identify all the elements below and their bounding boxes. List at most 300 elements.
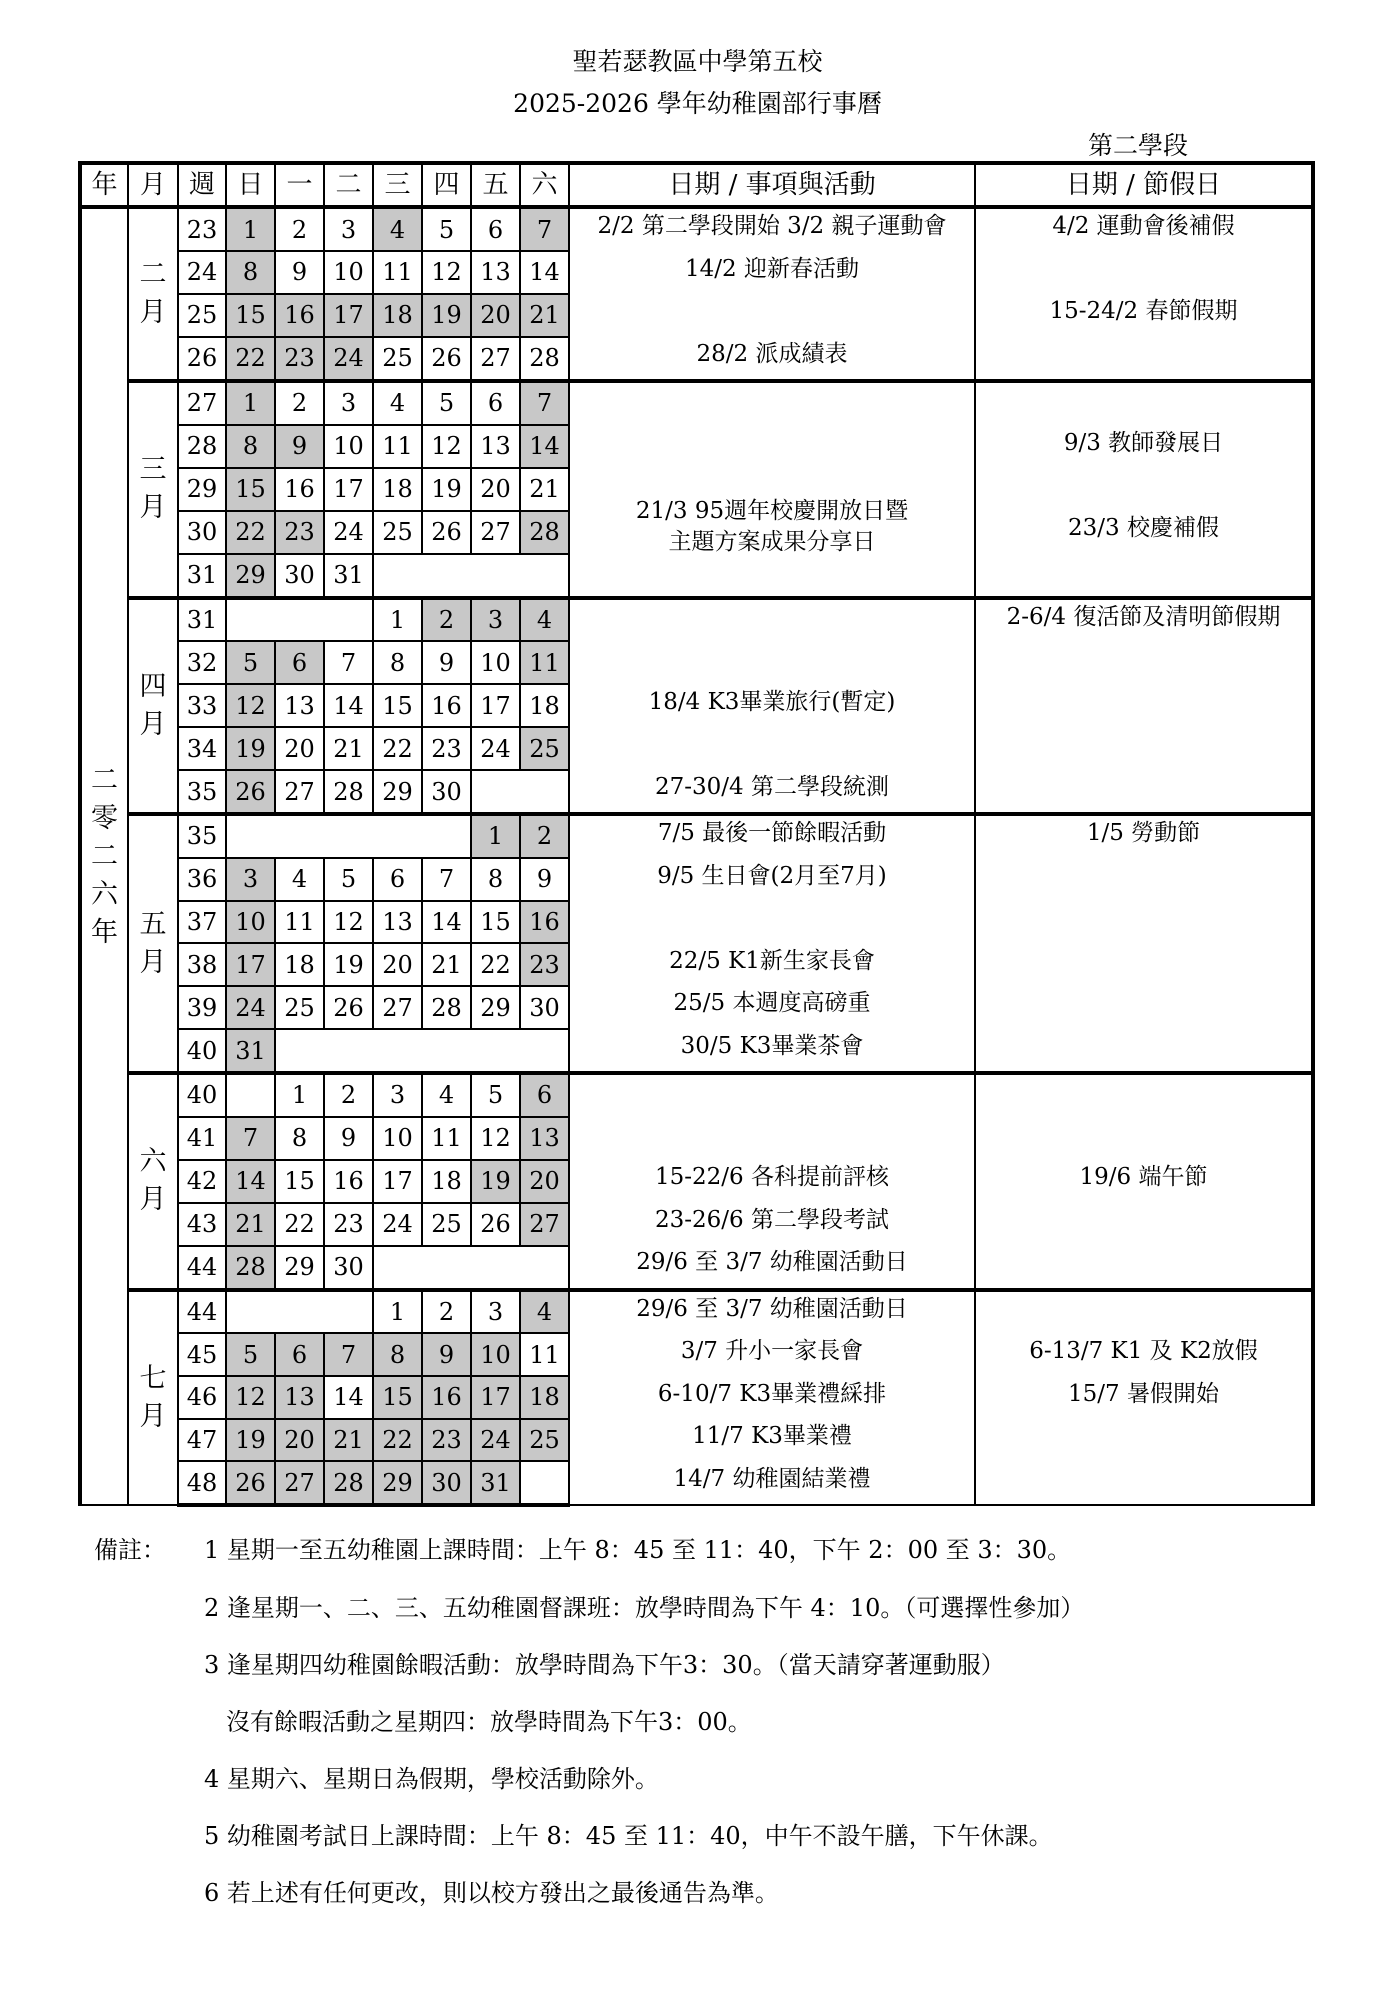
day-cell: 6 <box>471 207 520 251</box>
day-cell: 18 <box>373 294 422 337</box>
month-cell <box>128 598 178 815</box>
day-cell: 16 <box>422 684 471 727</box>
day-header: 四 <box>422 163 471 207</box>
day-cell: 30 <box>324 1246 373 1290</box>
week-row <box>80 598 1313 642</box>
day-cell: 9 <box>275 251 324 294</box>
event-text: 9/5 生日會(2月至7月) <box>657 862 887 889</box>
day-cell: 9 <box>275 425 324 468</box>
day-cell: 19 <box>422 468 471 511</box>
day-cell: 9 <box>520 858 569 901</box>
day-cell: 3 <box>226 858 275 901</box>
empty-day-cell <box>275 1029 569 1073</box>
day-cell: 16 <box>275 294 324 337</box>
day-cell: 24 <box>226 986 275 1029</box>
year-header: 年 <box>80 163 128 207</box>
day-cell: 31 <box>324 554 373 598</box>
week-number: 38 <box>178 943 226 986</box>
events-cell <box>569 814 975 1073</box>
month-label: 五月 <box>139 908 167 978</box>
day-cell: 13 <box>520 1117 569 1160</box>
day-cell: 30 <box>520 986 569 1029</box>
day-cell: 27 <box>275 770 324 814</box>
day-cell: 14 <box>520 251 569 294</box>
event-text: 21/3 95週年校慶開放日暨 <box>635 497 909 524</box>
empty-day-cell <box>226 1073 275 1117</box>
empty-day-cell <box>226 1290 373 1334</box>
week-number: 28 <box>178 425 226 468</box>
day-cell: 4 <box>275 858 324 901</box>
holiday-text: 6-13/7 K1 及 K2放假 <box>1029 1338 1258 1364</box>
holidays-cell <box>975 598 1313 815</box>
year-cell <box>80 207 128 1505</box>
week-number: 46 <box>178 1376 226 1419</box>
week-number: 45 <box>178 1333 226 1376</box>
day-cell: 30 <box>275 554 324 598</box>
day-cell: 6 <box>275 1333 324 1376</box>
note-item: 6 若上述有任何更改，則以校方發出之最後通告為準。 <box>204 1879 779 1907</box>
events-cell <box>569 598 975 815</box>
day-cell: 6 <box>373 858 422 901</box>
day-cell: 27 <box>373 986 422 1029</box>
note-item: 沒有餘暇活動之星期四：放學時間為下午3：00。 <box>226 1708 752 1736</box>
day-cell: 1 <box>226 381 275 425</box>
holidays-cell <box>975 1073 1313 1290</box>
holiday-text: 15/7 暑假開始 <box>1068 1380 1219 1407</box>
day-cell: 26 <box>324 986 373 1029</box>
day-cell: 14 <box>422 901 471 944</box>
event-text: 2/2 第二學段開始 3/2 親子運動會 <box>597 213 947 239</box>
week-number: 47 <box>178 1419 226 1462</box>
event-text: 18/4 K3畢業旅行(暫定) <box>648 688 896 715</box>
month-label: 六月 <box>139 1146 167 1216</box>
day-cell: 29 <box>373 1461 422 1505</box>
year-label: 二零二六年 <box>91 764 118 948</box>
day-cell: 25 <box>373 511 422 554</box>
day-cell: 1 <box>373 1290 422 1334</box>
day-cell: 31 <box>471 1461 520 1505</box>
month-label: 二月 <box>139 259 167 328</box>
day-cell: 7 <box>226 1117 275 1160</box>
day-cell: 5 <box>422 381 471 425</box>
day-cell: 2 <box>275 381 324 425</box>
day-cell: 11 <box>373 251 422 294</box>
day-cell: 23 <box>422 1419 471 1462</box>
day-cell: 8 <box>226 425 275 468</box>
day-cell: 15 <box>275 1160 324 1203</box>
month-header: 月 <box>128 163 178 207</box>
week-number: 41 <box>178 1117 226 1160</box>
event-text: 27-30/4 第二學段統測 <box>655 773 889 800</box>
day-cell: 4 <box>422 1073 471 1117</box>
day-cell: 23 <box>422 727 471 770</box>
day-cell: 20 <box>471 468 520 511</box>
week-number: 26 <box>178 337 226 381</box>
day-cell: 7 <box>520 381 569 425</box>
day-cell: 13 <box>275 1376 324 1419</box>
day-cell: 3 <box>324 381 373 425</box>
day-cell: 12 <box>422 425 471 468</box>
week-number: 44 <box>178 1290 226 1334</box>
day-cell: 7 <box>324 641 373 684</box>
week-row <box>80 1073 1313 1117</box>
month-cell <box>128 814 178 1073</box>
day-cell: 6 <box>275 641 324 684</box>
day-cell: 10 <box>324 251 373 294</box>
day-cell: 26 <box>471 1203 520 1246</box>
day-cell: 25 <box>373 337 422 381</box>
day-cell: 2 <box>324 1073 373 1117</box>
day-cell: 7 <box>422 858 471 901</box>
day-cell: 11 <box>422 1117 471 1160</box>
day-cell: 21 <box>324 727 373 770</box>
day-cell: 14 <box>520 425 569 468</box>
week-number: 43 <box>178 1203 226 1246</box>
day-cell: 30 <box>422 1461 471 1505</box>
day-cell: 18 <box>520 1376 569 1419</box>
day-cell: 22 <box>275 1203 324 1246</box>
day-header: 一 <box>275 163 324 207</box>
day-cell: 15 <box>226 294 275 337</box>
holiday-text: 19/6 端午節 <box>1079 1164 1208 1190</box>
week-number: 37 <box>178 901 226 944</box>
note-item: 4 星期六、星期日為假期，學校活動除外。 <box>204 1765 659 1793</box>
day-cell: 20 <box>275 727 324 770</box>
day-cell: 21 <box>324 1419 373 1462</box>
day-cell: 28 <box>520 337 569 381</box>
day-cell: 22 <box>226 337 275 381</box>
month-cell <box>128 1073 178 1290</box>
day-cell: 8 <box>275 1117 324 1160</box>
school-name: 聖若瑟教區中學第五校 <box>572 47 823 76</box>
day-header: 二 <box>324 163 373 207</box>
day-cell: 21 <box>520 294 569 337</box>
day-cell: 6 <box>520 1073 569 1117</box>
day-cell: 19 <box>226 1419 275 1462</box>
day-cell: 31 <box>226 1029 275 1073</box>
day-cell: 23 <box>275 511 324 554</box>
day-cell: 13 <box>275 684 324 727</box>
day-cell: 2 <box>422 1290 471 1334</box>
day-cell: 28 <box>226 1246 275 1290</box>
day-cell: 25 <box>422 1203 471 1246</box>
day-cell: 12 <box>422 251 471 294</box>
day-cell: 28 <box>520 511 569 554</box>
day-cell: 14 <box>324 684 373 727</box>
day-cell: 23 <box>275 337 324 381</box>
day-cell: 27 <box>471 337 520 381</box>
week-row <box>80 814 1313 858</box>
day-cell: 10 <box>373 1117 422 1160</box>
day-cell: 16 <box>520 901 569 944</box>
holidays-cell <box>975 1290 1313 1506</box>
week-number: 25 <box>178 294 226 337</box>
day-cell: 1 <box>373 598 422 642</box>
day-cell: 24 <box>471 1419 520 1462</box>
event-text: 7/5 最後一節餘暇活動 <box>657 820 887 846</box>
day-cell: 4 <box>373 207 422 251</box>
day-cell: 8 <box>471 858 520 901</box>
day-cell: 22 <box>373 727 422 770</box>
day-cell: 15 <box>471 901 520 944</box>
event-text: 主題方案成果分享日 <box>668 529 876 556</box>
day-cell: 19 <box>324 943 373 986</box>
note-item: 1 星期一至五幼稚園上課時間：上午 8：45 至 11：40，下午 2：00 至 3：30。 <box>204 1536 1072 1564</box>
day-cell: 22 <box>471 943 520 986</box>
day-cell: 5 <box>422 207 471 251</box>
day-cell: 20 <box>275 1419 324 1462</box>
day-cell: 2 <box>520 814 569 858</box>
day-cell: 1 <box>226 207 275 251</box>
day-cell: 10 <box>226 901 275 944</box>
day-cell: 13 <box>471 251 520 294</box>
day-cell: 17 <box>471 684 520 727</box>
day-header: 六 <box>520 163 569 207</box>
day-cell: 16 <box>324 1160 373 1203</box>
event-text: 30/5 K3畢業茶會 <box>680 1032 864 1059</box>
week-number: 42 <box>178 1160 226 1203</box>
day-cell: 8 <box>373 641 422 684</box>
week-number: 40 <box>178 1073 226 1117</box>
day-cell: 10 <box>471 1333 520 1376</box>
day-cell: 28 <box>422 986 471 1029</box>
holiday-text: 23/3 校慶補假 <box>1068 514 1219 541</box>
day-cell: 20 <box>520 1160 569 1203</box>
day-cell: 14 <box>226 1160 275 1203</box>
day-cell: 18 <box>275 943 324 986</box>
day-cell: 6 <box>471 381 520 425</box>
events-cell <box>569 381 975 598</box>
week-number: 39 <box>178 986 226 1029</box>
header-row <box>80 163 1313 207</box>
day-cell: 2 <box>275 207 324 251</box>
day-cell: 10 <box>471 641 520 684</box>
day-cell: 25 <box>275 986 324 1029</box>
day-cell: 29 <box>275 1246 324 1290</box>
month-cell <box>128 381 178 598</box>
day-cell: 7 <box>520 207 569 251</box>
day-cell: 3 <box>471 598 520 642</box>
day-cell: 24 <box>471 727 520 770</box>
day-cell: 11 <box>520 1333 569 1376</box>
holidays-header: 日期 / 節假日 <box>975 163 1313 207</box>
empty-day-cell <box>373 1246 569 1290</box>
note-item: 3 逢星期四幼稚園餘暇活動：放學時間為下午3：30。（當天請穿著運動服） <box>204 1651 1005 1679</box>
month-cell <box>128 1290 178 1506</box>
events-cell <box>569 1290 975 1506</box>
holiday-text: 1/5 勞動節 <box>1086 820 1201 846</box>
day-cell: 5 <box>226 641 275 684</box>
day-cell: 20 <box>471 294 520 337</box>
day-cell: 5 <box>471 1073 520 1117</box>
day-cell: 13 <box>373 901 422 944</box>
day-cell: 17 <box>226 943 275 986</box>
empty-day-cell <box>520 1461 569 1505</box>
week-header: 週 <box>178 163 226 207</box>
events-header: 日期 / 事項與活動 <box>569 163 975 207</box>
day-cell: 27 <box>520 1203 569 1246</box>
day-cell: 1 <box>471 814 520 858</box>
week-number: 40 <box>178 1029 226 1073</box>
day-cell: 5 <box>324 858 373 901</box>
day-cell: 25 <box>520 727 569 770</box>
day-header: 五 <box>471 163 520 207</box>
empty-day-cell <box>226 598 373 642</box>
day-cell: 8 <box>226 251 275 294</box>
week-row <box>80 1290 1313 1334</box>
week-number: 34 <box>178 727 226 770</box>
day-cell: 22 <box>226 511 275 554</box>
day-cell: 17 <box>324 294 373 337</box>
week-number: 35 <box>178 814 226 858</box>
day-cell: 24 <box>324 337 373 381</box>
day-cell: 18 <box>520 684 569 727</box>
holidays-cell <box>975 207 1313 381</box>
day-cell: 16 <box>275 468 324 511</box>
day-cell: 26 <box>226 1461 275 1505</box>
day-cell: 29 <box>471 986 520 1029</box>
notes-label: 備註： <box>94 1536 166 1564</box>
day-cell: 19 <box>422 294 471 337</box>
day-cell: 30 <box>422 770 471 814</box>
empty-day-cell <box>226 814 471 858</box>
month-cell <box>128 207 178 381</box>
day-cell: 16 <box>422 1376 471 1419</box>
week-number: 36 <box>178 858 226 901</box>
week-number: 31 <box>178 554 226 598</box>
holidays-cell <box>975 381 1313 598</box>
week-number: 23 <box>178 207 226 251</box>
week-number: 24 <box>178 251 226 294</box>
note-item: 5 幼稚園考試日上課時間：上午 8：45 至 11：40，中午不設午膳，下午休課。 <box>204 1822 1053 1850</box>
week-number: 33 <box>178 684 226 727</box>
week-number: 48 <box>178 1461 226 1505</box>
day-cell: 8 <box>373 1333 422 1376</box>
day-cell: 21 <box>422 943 471 986</box>
day-cell: 15 <box>373 1376 422 1419</box>
day-cell: 27 <box>471 511 520 554</box>
week-number: 27 <box>178 381 226 425</box>
day-cell: 4 <box>373 381 422 425</box>
day-cell: 9 <box>422 1333 471 1376</box>
day-cell: 3 <box>373 1073 422 1117</box>
day-cell: 3 <box>324 207 373 251</box>
day-cell: 18 <box>373 468 422 511</box>
event-text: 3/7 升小一家長會 <box>680 1338 864 1364</box>
holiday-text: 15-24/2 春節假期 <box>1049 298 1238 324</box>
day-cell: 27 <box>275 1461 324 1505</box>
day-cell: 1 <box>275 1073 324 1117</box>
holiday-text: 2-6/4 復活節及清明節假期 <box>1006 603 1281 630</box>
day-cell: 11 <box>275 901 324 944</box>
event-text: 29/6 至 3/7 幼稚園活動日 <box>636 1249 908 1275</box>
month-label: 七月 <box>139 1362 167 1432</box>
day-cell: 26 <box>422 337 471 381</box>
event-text: 15-22/6 各科提前評核 <box>655 1164 889 1190</box>
week-number: 31 <box>178 598 226 642</box>
day-cell: 17 <box>471 1376 520 1419</box>
day-cell: 17 <box>324 468 373 511</box>
empty-day-cell <box>373 554 569 598</box>
calendar-title: 2025-2026 學年幼稚園部行事曆 <box>513 89 882 118</box>
event-text: 14/2 迎新春活動 <box>685 255 859 282</box>
events-cell <box>569 1073 975 1290</box>
day-cell: 10 <box>324 425 373 468</box>
event-text: 14/7 幼稚園結業禮 <box>673 1465 871 1492</box>
day-cell: 9 <box>422 641 471 684</box>
day-cell: 28 <box>324 770 373 814</box>
week-number: 44 <box>178 1246 226 1290</box>
events-cell <box>569 207 975 381</box>
note-item: 2 逢星期一、二、三、五幼稚園督課班：放學時間為下午 4：10。（可選擇性參加） <box>204 1594 1085 1622</box>
day-cell: 29 <box>226 554 275 598</box>
day-cell: 19 <box>471 1160 520 1203</box>
day-cell: 14 <box>324 1376 373 1419</box>
week-row <box>80 381 1313 425</box>
day-cell: 13 <box>471 425 520 468</box>
day-cell: 7 <box>324 1333 373 1376</box>
day-cell: 21 <box>520 468 569 511</box>
week-row <box>80 207 1313 251</box>
day-cell: 23 <box>520 943 569 986</box>
month-label: 三月 <box>139 454 167 524</box>
day-cell: 5 <box>226 1333 275 1376</box>
event-text: 22/5 K1新生家長會 <box>669 947 875 974</box>
day-cell: 25 <box>520 1419 569 1462</box>
day-cell: 15 <box>226 468 275 511</box>
day-cell: 12 <box>226 684 275 727</box>
week-number: 32 <box>178 641 226 684</box>
day-cell: 17 <box>373 1160 422 1203</box>
day-cell: 12 <box>324 901 373 944</box>
day-cell: 11 <box>520 641 569 684</box>
day-cell: 29 <box>373 770 422 814</box>
day-cell: 3 <box>471 1290 520 1334</box>
day-cell: 18 <box>422 1160 471 1203</box>
event-text: 6-10/7 K3畢業禮綵排 <box>657 1380 887 1407</box>
day-cell: 11 <box>373 425 422 468</box>
day-cell: 15 <box>373 684 422 727</box>
holiday-text: 9/3 教師發展日 <box>1063 429 1224 456</box>
event-text: 11/7 K3畢業禮 <box>692 1423 852 1449</box>
calendar-table <box>78 161 1315 1507</box>
event-text: 25/5 本週度高磅重 <box>673 990 871 1016</box>
day-cell: 4 <box>520 598 569 642</box>
week-number: 30 <box>178 511 226 554</box>
day-cell: 4 <box>520 1290 569 1334</box>
week-number: 29 <box>178 468 226 511</box>
day-cell: 2 <box>422 598 471 642</box>
event-text: 23-26/6 第二學段考試 <box>655 1206 889 1233</box>
day-cell: 24 <box>324 511 373 554</box>
day-cell: 23 <box>324 1203 373 1246</box>
day-cell: 28 <box>324 1461 373 1505</box>
day-cell: 26 <box>226 770 275 814</box>
day-cell: 12 <box>226 1376 275 1419</box>
day-cell: 26 <box>422 511 471 554</box>
month-label: 四月 <box>139 670 167 740</box>
event-text: 29/6 至 3/7 幼稚園活動日 <box>636 1295 908 1322</box>
day-cell: 9 <box>324 1117 373 1160</box>
empty-day-cell <box>471 770 569 814</box>
holiday-text: 4/2 運動會後補假 <box>1052 213 1235 239</box>
day-cell: 19 <box>226 727 275 770</box>
term-label: 第二學段 <box>1088 131 1189 160</box>
day-cell: 24 <box>373 1203 422 1246</box>
holidays-cell <box>975 814 1313 1073</box>
day-cell: 20 <box>373 943 422 986</box>
day-header: 日 <box>226 163 275 207</box>
